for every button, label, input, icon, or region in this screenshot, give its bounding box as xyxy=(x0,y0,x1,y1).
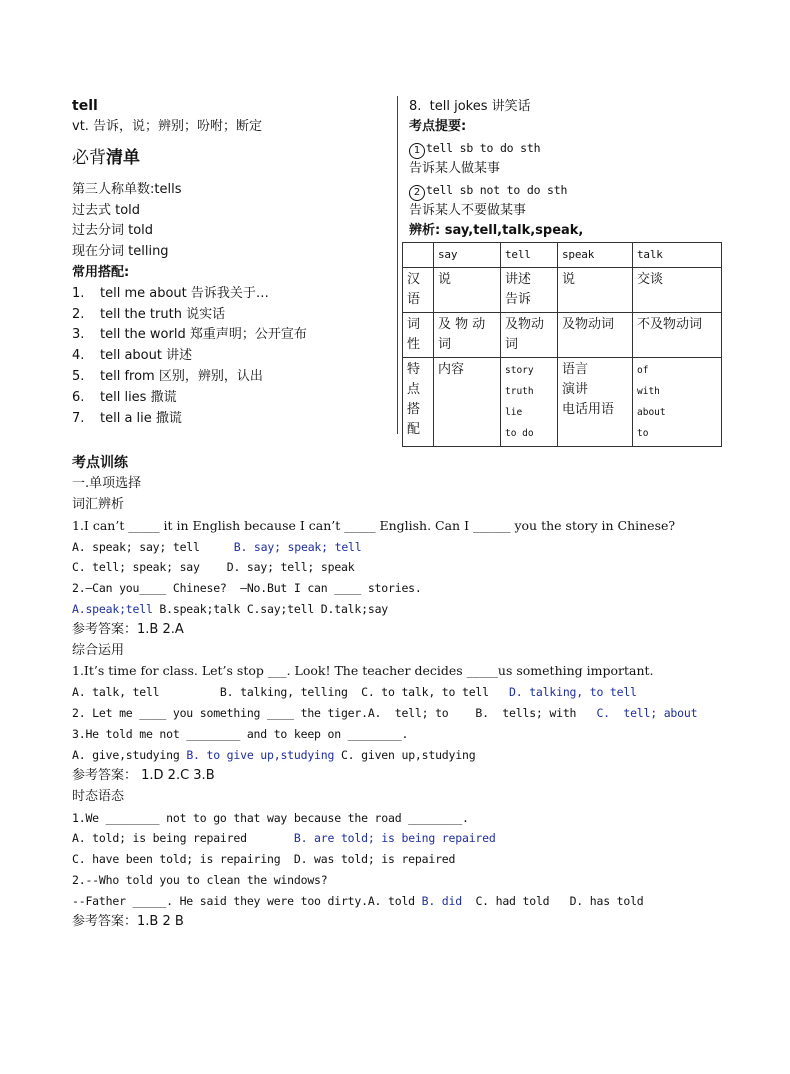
collocation-item xyxy=(72,409,182,429)
question-text: 2. Let me ____ you something ____ the tiger.A. tell; to B. tells; with xyxy=(72,706,597,720)
collocation-item xyxy=(72,367,263,387)
option-b: B. are told; is being repaired xyxy=(293,831,496,845)
cell-line: with xyxy=(637,386,660,397)
question-comp-1-options xyxy=(72,682,637,702)
question-comp-1: 1.It’s time for class. Let’s stop ___. Look! The teacher decides _____us something important. xyxy=(72,663,654,678)
question-tense-1-options-cd: C. have been told; is repairing D. was told; is repaired xyxy=(72,852,456,866)
points-title: 考点提要: xyxy=(409,119,467,134)
table-row xyxy=(403,313,722,358)
analysis-title: 辨析: say,tell,talk,speak, xyxy=(409,223,584,238)
option-b: B. did xyxy=(421,894,469,908)
cell-line: 演讲 xyxy=(562,382,589,397)
form-present-participle: 现在分词 telling xyxy=(72,244,169,259)
cell-line: lie xyxy=(505,407,523,418)
collocation-num: 4. xyxy=(72,348,85,363)
practice-title: 考点训练 xyxy=(72,455,128,471)
question-comp-2 xyxy=(72,703,697,723)
circled-number-2: 2 xyxy=(409,185,425,201)
table-header-cell: say xyxy=(434,243,501,268)
collocation-text: tell a lie 撒谎 xyxy=(100,411,182,426)
form-past: 过去式 told xyxy=(72,203,141,218)
collocation-num: 6. xyxy=(72,390,85,405)
table-row xyxy=(403,268,722,313)
option-c: C. tell; about xyxy=(596,706,698,720)
option-b: B. say; speak; tell xyxy=(233,540,362,554)
collocation-item xyxy=(72,346,192,366)
table-cell xyxy=(501,313,558,358)
row-label-char: 词 xyxy=(407,317,421,332)
pos-definition: vt. 告诉，说；辨别；吩咐；断定 xyxy=(72,119,263,134)
question-tense-1: 1.We ________ not to go that way because the road ________. xyxy=(72,811,469,825)
option-c: C. tell; speak; say xyxy=(72,560,200,574)
collocation-num: 5. xyxy=(72,369,85,384)
option-a: A.speak;tell xyxy=(72,602,153,616)
table-cell xyxy=(501,268,558,313)
cell-line: of xyxy=(637,365,649,376)
question-tense-2: 2.--Who told you to clean the windows? xyxy=(72,873,328,887)
table-cell xyxy=(434,313,501,358)
row-label xyxy=(403,268,434,313)
table-cell: 交谈 xyxy=(633,268,722,313)
word-heading: tell xyxy=(72,98,98,114)
collocation-item xyxy=(72,305,225,325)
cell-line: 电话用语 xyxy=(562,402,615,417)
row-label-char: 搭 xyxy=(407,402,421,417)
collocation-num: 1. xyxy=(72,286,85,301)
question-vocab-2: 2.—Can you____ Chinese? —No.But I can ____ stories. xyxy=(72,581,422,595)
table-cell: 说 xyxy=(558,268,633,313)
answer-key-1: 参考答案：1.B 2.A xyxy=(72,622,184,637)
answer-key-2: 参考答案： 1.D 2.C 3.B xyxy=(72,768,215,783)
collocation-num: 2. xyxy=(72,307,85,322)
cell-line: 及 物 动 xyxy=(438,317,486,332)
collocation-item xyxy=(72,388,177,408)
cell-line: 词 xyxy=(505,337,519,352)
row-label-char: 点 xyxy=(407,382,421,397)
collocation-text: tell the truth 说实话 xyxy=(100,307,226,322)
form-third-person: 第三人称单数:tells xyxy=(72,182,182,197)
column-divider xyxy=(397,96,398,434)
collocations-title: 常用搭配: xyxy=(72,265,130,280)
table-cell xyxy=(558,358,633,447)
point-1-english: tell sb to do sth xyxy=(426,141,541,155)
comprehensive-heading: 综合运用 xyxy=(72,643,125,658)
form-past-participle: 过去分词 told xyxy=(72,223,154,238)
question-text: --Father _____. He said they were too dirty.A. told xyxy=(72,894,422,908)
table-header-cell xyxy=(403,243,434,268)
question-comp-3: 3.He told me not ________ and to keep on ________. xyxy=(72,727,409,741)
cell-line: to do xyxy=(505,428,534,439)
collocation-num: 3. xyxy=(72,327,85,342)
collocation-item xyxy=(72,284,269,304)
option-a: A. speak; say; tell xyxy=(72,540,200,554)
option-d: D. say; tell; speak xyxy=(226,560,355,574)
table-cell: 说 xyxy=(434,268,501,313)
cell-line: 语言 xyxy=(562,362,589,377)
cell-line: about xyxy=(637,407,666,418)
answer-key-3: 参考答案：1.B 2 B xyxy=(72,914,184,929)
point-2 xyxy=(409,180,567,201)
table-header-cell: speak xyxy=(558,243,633,268)
question-tense-1-options-ab xyxy=(72,828,496,848)
row-label-char: 特 xyxy=(407,362,421,377)
option-b: B. to give up,studying xyxy=(186,748,335,762)
table-cell: 及物动词 xyxy=(558,313,633,358)
collocation-item-8: 8. tell jokes 讲笑话 xyxy=(409,99,531,114)
table-row xyxy=(403,358,722,447)
comparison-table xyxy=(402,242,722,447)
circled-number-1: 1 xyxy=(409,143,425,159)
cell-line: 讲述 xyxy=(505,272,532,287)
options-rest: B.speak;talk C.say;tell D.talk;say xyxy=(152,602,389,616)
table-cell xyxy=(501,358,558,447)
question-comp-3-options xyxy=(72,745,475,765)
option-a: A. told; is being repaired xyxy=(72,831,294,845)
row-label xyxy=(403,313,434,358)
row-label-char: 配 xyxy=(407,422,421,437)
table-cell: 内容 xyxy=(434,358,501,447)
collocation-text: tell lies 撒谎 xyxy=(100,390,177,405)
part1-heading: 一.单项选择 xyxy=(72,476,142,491)
question-vocab-1: 1.I can’t _____ it in English because I can’t _____ English. Can I ______ you the story in Chinese? xyxy=(72,518,676,533)
row-label xyxy=(403,358,434,447)
options-black: A. talk, tell B. talking, telling C. to talk, to tell xyxy=(72,685,503,699)
table-cell: 不及物动词 xyxy=(633,313,722,358)
option-c: C. given up,studying xyxy=(334,748,476,762)
collocation-text: tell the world 郑重声明；公开宣布 xyxy=(100,327,307,342)
collocation-num: 7. xyxy=(72,411,85,426)
question-vocab-1-options-ab xyxy=(72,537,362,557)
section-title xyxy=(72,146,140,170)
row-label-char: 汉 xyxy=(407,272,421,287)
cell-line: story xyxy=(505,365,534,376)
collocation-item xyxy=(72,325,307,345)
question-tense-2-options xyxy=(72,891,644,911)
option-d: D. talking, to tell xyxy=(502,685,637,699)
question-vocab-1-options-cd xyxy=(72,557,355,577)
point-1 xyxy=(409,138,540,159)
table-header-cell: talk xyxy=(633,243,722,268)
section-title-part-b: 清单 xyxy=(106,148,140,168)
tense-heading: 时态语态 xyxy=(72,789,125,804)
options-rest: C. had told D. has told xyxy=(468,894,644,908)
point-2-english: tell sb not to do sth xyxy=(426,183,568,197)
collocation-text: tell from 区别，辨别，认出 xyxy=(100,369,263,384)
table-cell xyxy=(633,358,722,447)
row-label-char: 性 xyxy=(407,337,421,352)
row-label-char: 语 xyxy=(407,292,421,307)
collocation-text: tell about 讲述 xyxy=(100,348,193,363)
option-a: A. give,studying xyxy=(72,748,187,762)
table-header-cell: tell xyxy=(501,243,558,268)
cell-line: 告诉 xyxy=(505,292,532,307)
collocation-text: tell me about 告诉我关于… xyxy=(100,286,269,301)
cell-line: 及物动 xyxy=(505,317,545,332)
point-2-chinese: 告诉某人不要做某事 xyxy=(409,203,527,218)
point-1-chinese: 告诉某人做某事 xyxy=(409,161,501,176)
vocab-heading: 词汇辨析 xyxy=(72,497,125,512)
table-header-row xyxy=(403,243,722,268)
cell-line: 词 xyxy=(438,337,452,352)
cell-line: to xyxy=(637,428,649,439)
cell-line: truth xyxy=(505,386,534,397)
section-title-part-a: 必背 xyxy=(72,148,106,168)
question-vocab-2-options xyxy=(72,599,388,619)
